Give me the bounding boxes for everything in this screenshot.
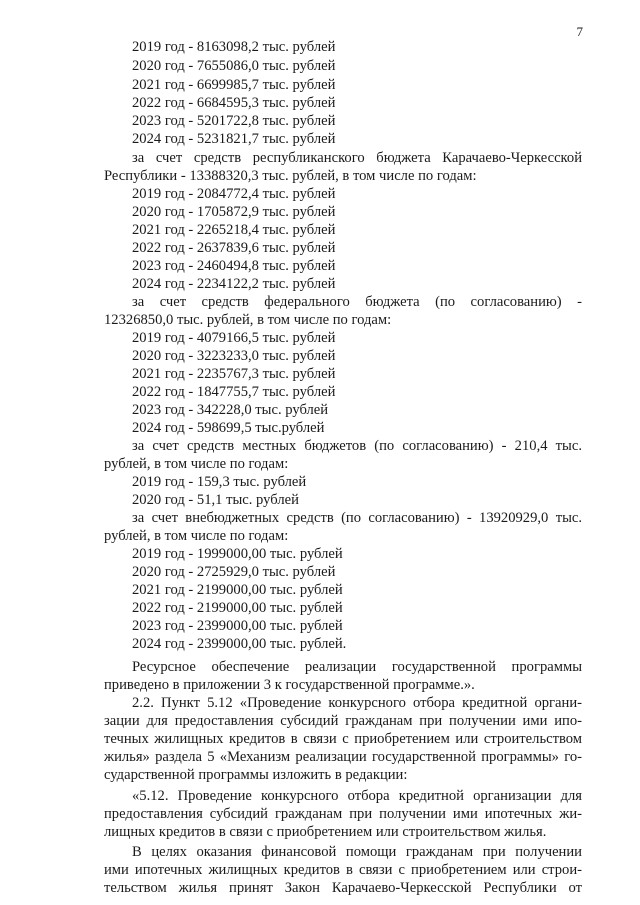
year-line: 2022 год - 6684595,3 тыс. рублей [132, 95, 336, 111]
resource-line: Ресурсное обеспечение реализации государственной программы [132, 659, 582, 675]
page-number: 7 [576, 24, 583, 39]
republic-intro-cont: Республики - 13388320,3 тыс. рублей, в том числе по годам: [104, 168, 477, 184]
year-line: 2023 год - 342228,0 тыс. рублей [132, 402, 329, 418]
year-line: 2024 год - 2234122,2 тыс. рублей [132, 276, 336, 292]
year-line: 2024 год - 598699,5 тыс.рублей [132, 420, 325, 436]
year-line: 2019 год - 4079166,5 тыс. рублей [132, 330, 336, 346]
p512-line: предоставления субсидий гражданам при получении ими ипотечных жи- [104, 806, 582, 822]
year-line: 2020 год - 1705872,9 тыс. рублей [132, 204, 336, 220]
year-line: 2022 год - 1847755,7 тыс. рублей [132, 384, 336, 400]
year-line: 2023 год - 2399000,00 тыс. рублей [132, 618, 343, 634]
year-line: 2020 год - 3223233,0 тыс. рублей [132, 348, 336, 364]
p512-line: «5.12. Проведение конкурсного отбора кредитной организации для [132, 788, 582, 804]
year-line: 2020 год - 7655086,0 тыс. рублей [132, 58, 336, 74]
year-line: 2021 год - 2235767,3 тыс. рублей [132, 366, 336, 382]
resource-line-cont: приведено в приложении 3 к государственной программе.». [104, 677, 475, 693]
year-line: 2023 год - 5201722,8 тыс. рублей [132, 113, 336, 129]
year-line: 2019 год - 2084772,4 тыс. рублей [132, 186, 336, 202]
year-line: 2020 год - 2725929,0 тыс. рублей [132, 564, 336, 580]
year-line: 2021 год - 6699985,7 тыс. рублей [132, 77, 336, 93]
final-line: В целях оказания финансовой помощи гражданам при получении [132, 844, 582, 860]
year-line: 2023 год - 2460494,8 тыс. рублей [132, 258, 336, 274]
p22-line: жилья» раздела 5 «Механизм реализации государственной программы» го- [104, 749, 582, 765]
extra-intro-cont: рублей, в том числе по годам: [104, 528, 289, 544]
final-line: тельством жилья принят Закон Карачаево-Черкесской Республики от [104, 880, 582, 896]
local-intro: за счет средств местных бюджетов (по согласованию) - 210,4 тыс. [132, 438, 582, 454]
extra-intro: за счет внебюджетных средств (по согласованию) - 13920929,0 тыс. [132, 510, 582, 526]
year-line: 2022 год - 2199000,00 тыс. рублей [132, 600, 343, 616]
p22-line: течных жилищных кредитов в связи с приобретением или строительством [104, 731, 582, 747]
year-line: 2019 год - 8163098,2 тыс. рублей [132, 39, 336, 55]
federal-intro: за счет средств федерального бюджета (по согласованию) - [132, 294, 582, 310]
year-line: 2021 год - 2265218,4 тыс. рублей [132, 222, 336, 238]
year-line: 2024 год - 5231821,7 тыс. рублей [132, 131, 336, 147]
year-line: 2019 год - 1999000,00 тыс. рублей [132, 546, 343, 562]
p22-line: 2.2. Пункт 5.12 «Проведение конкурсного отбора кредитной органи- [132, 695, 582, 711]
federal-intro-cont: 12326850,0 тыс. рублей, в том числе по годам: [104, 312, 392, 328]
republic-intro: за счет средств республиканского бюджета Карачаево-Черкесской [132, 150, 582, 166]
year-line: 2020 год - 51,1 тыс. рублей [132, 492, 299, 508]
p22-line: зации для предоставления субсидий гражданам при получении ими ипо- [104, 713, 582, 729]
year-line: 2021 год - 2199000,00 тыс. рублей [132, 582, 343, 598]
year-line: 2022 год - 2637839,6 тыс. рублей [132, 240, 336, 256]
local-intro-cont: рублей, в том числе по годам: [104, 456, 289, 472]
year-line: 2019 год - 159,3 тыс. рублей [132, 474, 307, 490]
p512-line: лищных кредитов в связи с приобретением или строительством жилья. [104, 824, 547, 840]
final-line: ими ипотечных жилищных кредитов в связи с приобретением или строи- [104, 862, 582, 878]
p22-line: сударственной программы изложить в редакции: [104, 767, 408, 783]
year-line: 2024 год - 2399000,00 тыс. рублей. [132, 636, 347, 652]
